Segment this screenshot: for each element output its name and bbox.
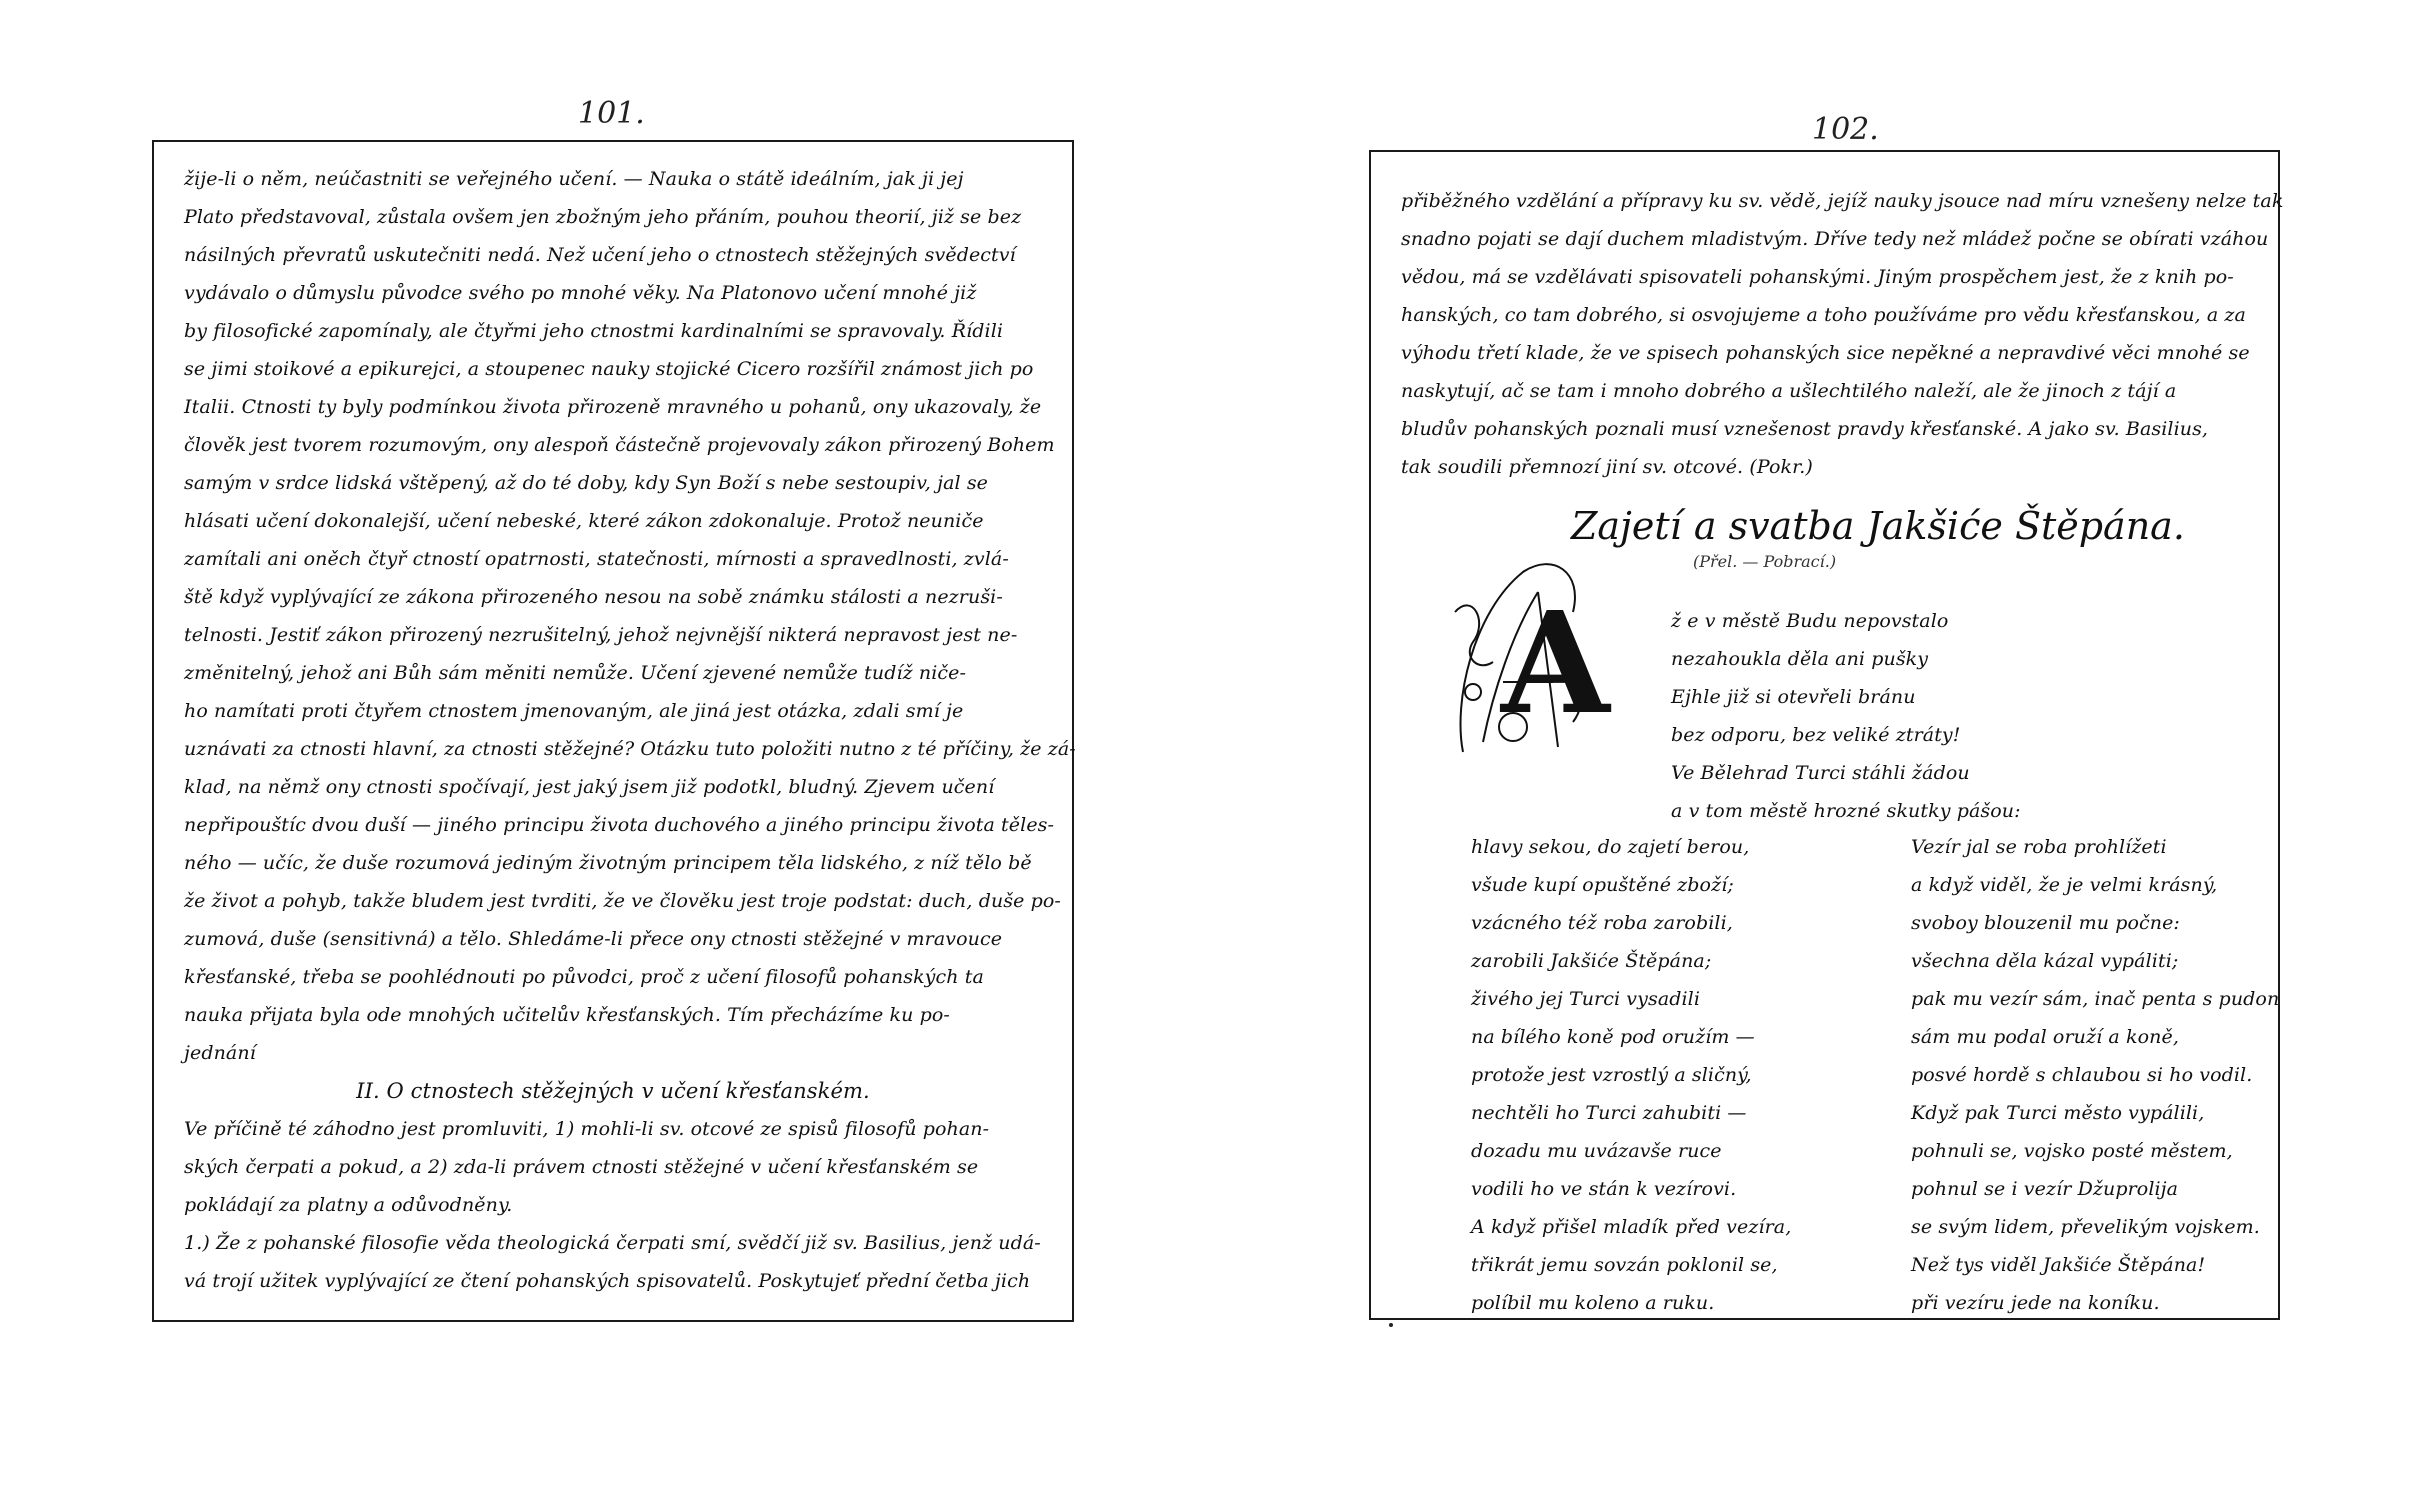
poem-line: vzácného též roba zarobili, (1471, 912, 1733, 934)
poem-line: dozadu mu uvázavše ruce (1471, 1140, 1722, 1162)
left-line: klad, na němž ony ctnosti spočívají, jest jaký jsem již podotkl, bludný. Zjevem učení (184, 776, 995, 798)
left-line: vá trojí užitek vyplývající ze čtení pohanských spisovatelů. Poskytujeť přední četba jich (184, 1270, 1031, 1292)
stanza-line: bez odporu, bez veliké ztráty! (1671, 724, 1961, 746)
left-line: ště když vyplývající ze zákona přirozeného nesou na sobě známku stálosti a nezruši- (184, 586, 1003, 608)
left-line: změnitelný, jehož ani Bůh sám měniti nemůže. Učení zjevené nemůže tudíž niče- (184, 662, 967, 684)
section-heading: II. O ctnostech stěžejných v učení křesťanském. (356, 1079, 870, 1103)
poem-line: Než tys viděl Jakšiće Štěpána! (1911, 1254, 2206, 1276)
poem-line: třikrát jemu sovzán poklonil se, (1471, 1254, 1778, 1276)
poem-column-right (1911, 828, 2280, 1322)
poem-line: všude kupí opuštěné zboží; (1471, 874, 1734, 896)
right-line: bludův pohanských poznali musí vznešenost pravdy křesťanské. A jako sv. Basilius, (1401, 418, 2209, 440)
left-line: zamítali ani oněch čtyř ctností opatrnosti, statečnosti, mírnosti a spravedlnosti, zvlá- (184, 548, 1009, 570)
poem-line: se svým lidem, převelikým vojskem. (1911, 1216, 2260, 1238)
left-line: jednání (184, 1042, 256, 1064)
poem-title: Zajetí a svatba Jakšiće Štěpána. (1571, 504, 2185, 548)
left-line: ho namítati proti čtyřem ctnostem jmenovaným, ale jiná jest otázka, zdali smí je (184, 700, 964, 722)
poem-line: pohnuli se, vojsko posté městem, (1911, 1140, 2233, 1162)
stanza-line: nezahoukla děla ani pušky (1671, 648, 1929, 670)
left-line: Plato představoval, zůstala ovšem jen zbožným jeho přáním, pouhou theorií, již se bez (184, 206, 1022, 228)
left-line: by filosofické zapomínaly, ale čtyřmi jeho ctnostmi kardinalními se spravovaly. Řídili (184, 320, 1004, 342)
poem-line: při vezíru jede na koníku. (1911, 1292, 2160, 1314)
left-line: ských čerpati a pokud, a 2) zda-li právem ctnosti stěžejné v učení křesťanském se (184, 1156, 979, 1178)
poem-line: Vezír jal se roba prohlížeti (1911, 836, 2167, 858)
poem-line: Když pak Turci město vypálili, (1911, 1102, 2205, 1124)
left-line: křesťanské, třeba se poohlédnouti po původci, proč z učení filosofů pohanských ta (184, 966, 984, 988)
left-line: že život a pohyb, takže bludem jest tvrditi, že ve člověku jest troje podstat: duch, duše po- (184, 890, 1061, 912)
left-line: Ve příčině té záhodno jest promluviti, 1) mohli-li sv. otcové ze spisů filosofů pohan- (184, 1118, 990, 1140)
poem-opening-stanza (1671, 602, 2231, 830)
poem-line: políbil mu koleno a ruku. (1471, 1292, 1715, 1314)
right-line: přiběžného vzdělání a přípravy ku sv. vědě, jejíž nauky jsouce nad míru vznešeny nelze tak (1401, 190, 2284, 212)
initial-letter-glyph: A (1501, 582, 1610, 746)
poem-line: pohnul se i vezír Džuprolija (1911, 1178, 2179, 1200)
right-line: snadno pojati se dají duchem mladistvým. Dříve tedy než mládež počne se obírati vzáhou (1401, 228, 2269, 250)
poem-line: protože jest vzrostlý a sličný, (1471, 1064, 1752, 1086)
right-line: naskytují, ač se tam i mnoho dobrého a ušlechtilého naleží, ale že jinoch z tájí a (1401, 380, 2177, 402)
left-line: Italii. Ctnosti ty byly podmínkou života přirozeně mravného u pohanů, ony ukazovaly, že (184, 396, 1042, 418)
ink-dot (1389, 1323, 1393, 1327)
poem-line: vodili ho ve stán k vezírovi. (1471, 1178, 1737, 1200)
poem-line: svoboy blouzenil mu počne: (1911, 912, 2180, 934)
left-line: telnosti. Jestiť zákon přirozený nezrušitelný, jehož nejvnější nikterá nepravost jest ne- (184, 624, 1018, 646)
right-line: hanských, co tam dobrého, si osvojujeme a toho používáme pro vědu křesťanskou, a za (1401, 304, 2246, 326)
poem-line: všechna děla kázal vypáliti; (1911, 950, 2179, 972)
poem-line: posvé hordě s chlaubou si ho vodil. (1911, 1064, 2253, 1086)
left-line: násilných převratů uskutečniti nedá. Než učení jeho o ctnostech stěžejných svědectví (184, 244, 1016, 266)
right-page-body (1401, 182, 2284, 486)
stanza-line: a v tom městě hrozné skutky pášou: (1671, 800, 2021, 822)
right-line: výhodu třetí klade, že ve spisech pohanských sice nepěkné a nepravdivé věci mnohé se (1401, 342, 2250, 364)
left-line: člověk jest tvorem rozumovým, ony alespoň částečně projevovaly zákon přirozený Bohem (184, 434, 1055, 456)
stanza-line: Ejhle již si otevřeli bránu (1671, 686, 1916, 708)
right-page-number: 102. (1812, 112, 1879, 147)
left-line: samým v srdce lidská vštěpený, až do té doby, kdy Syn Boží s nebe sestoupiv, jal se (184, 472, 989, 494)
left-line: se jimi stoikové a epikurejci, a stoupenec nauky stojické Cicero rozšířil známost jich po (184, 358, 1034, 380)
right-line: tak soudili přemnozí jiní sv. otcové. (Pokr.) (1401, 456, 1813, 478)
stanza-line: ž e v městě Budu nepovstalo (1671, 610, 1949, 632)
left-line: nauka přijata byla ode mnohých učitelův křesťanských. Tím přecházíme ku po- (184, 1004, 950, 1026)
poem-line: A když přišel mladík před vezíra, (1471, 1216, 1792, 1238)
poem-line: sám mu podal oruží a koně, (1911, 1026, 2179, 1048)
left-line: 1.) Že z pohanské filosofie věda theologická čerpati smí, svědčí již sv. Basilius, jenž udá- (184, 1232, 1041, 1254)
left-line: uznávati za ctnosti hlavní, za ctnosti stěžejné? Otázku tuto položiti nutno z té příčiny, že zá- (184, 738, 1076, 760)
left-page-frame (152, 140, 1074, 1322)
left-page-number: 101. (578, 96, 645, 131)
left-line: zumová, duše (sensitivná) a tělo. Shledáme-li přece ony ctnosti stěžejné v mravouce (184, 928, 1003, 950)
left-page-body (184, 160, 1076, 1300)
left-line: nepřipouštíc dvou duší — jiného principu života duchového a jiného principu života těles- (184, 814, 1055, 836)
poem-subtitle: (Přel. — Pobrací.) (1693, 552, 1837, 571)
stanza-line: Ve Bělehrad Turci stáhli žádou (1671, 762, 1970, 784)
poem-column-left (1471, 828, 1871, 1322)
poem-line: hlavy sekou, do zajetí berou, (1471, 836, 1750, 858)
poem-line: zarobili Jakšiće Štěpána; (1471, 950, 1712, 972)
left-line: hlásati učení dokonalejší, učení nebeské, které zákon zdokonaluje. Protož neuniče (184, 510, 984, 532)
poem-line: a když viděl, že je velmi krásný, (1911, 874, 2218, 896)
poem-line: na bílého koně pod oružím — (1471, 1026, 1755, 1048)
left-line: vydávalo o důmyslu původce svého po mnohé věky. Na Platonovo učení mnohé již (184, 282, 977, 304)
left-line: ného — učíc, že duše rozumová jediným životným principem těla lidského, z níž tělo bě (184, 852, 1032, 874)
ornate-initial-letter (1443, 552, 1610, 767)
left-line: pokládají za platny a odůvodněny. (184, 1194, 513, 1216)
right-line: vědou, má se vzdělávati spisovateli pohanskými. Jiným prospěchem jest, že z knih po- (1401, 266, 2234, 288)
poem-line: nechtěli ho Turci zahubiti — (1471, 1102, 1747, 1124)
left-line: žije-li o něm, neúčastniti se veřejného učení. — Nauka o státě ideálním, jak ji jej (184, 168, 964, 190)
poem-line: pak mu vezír sám, inač penta s pudon (1911, 988, 2280, 1010)
poem-line: živého jej Turci vysadili (1471, 988, 1701, 1010)
right-page-frame (1369, 150, 2284, 1320)
